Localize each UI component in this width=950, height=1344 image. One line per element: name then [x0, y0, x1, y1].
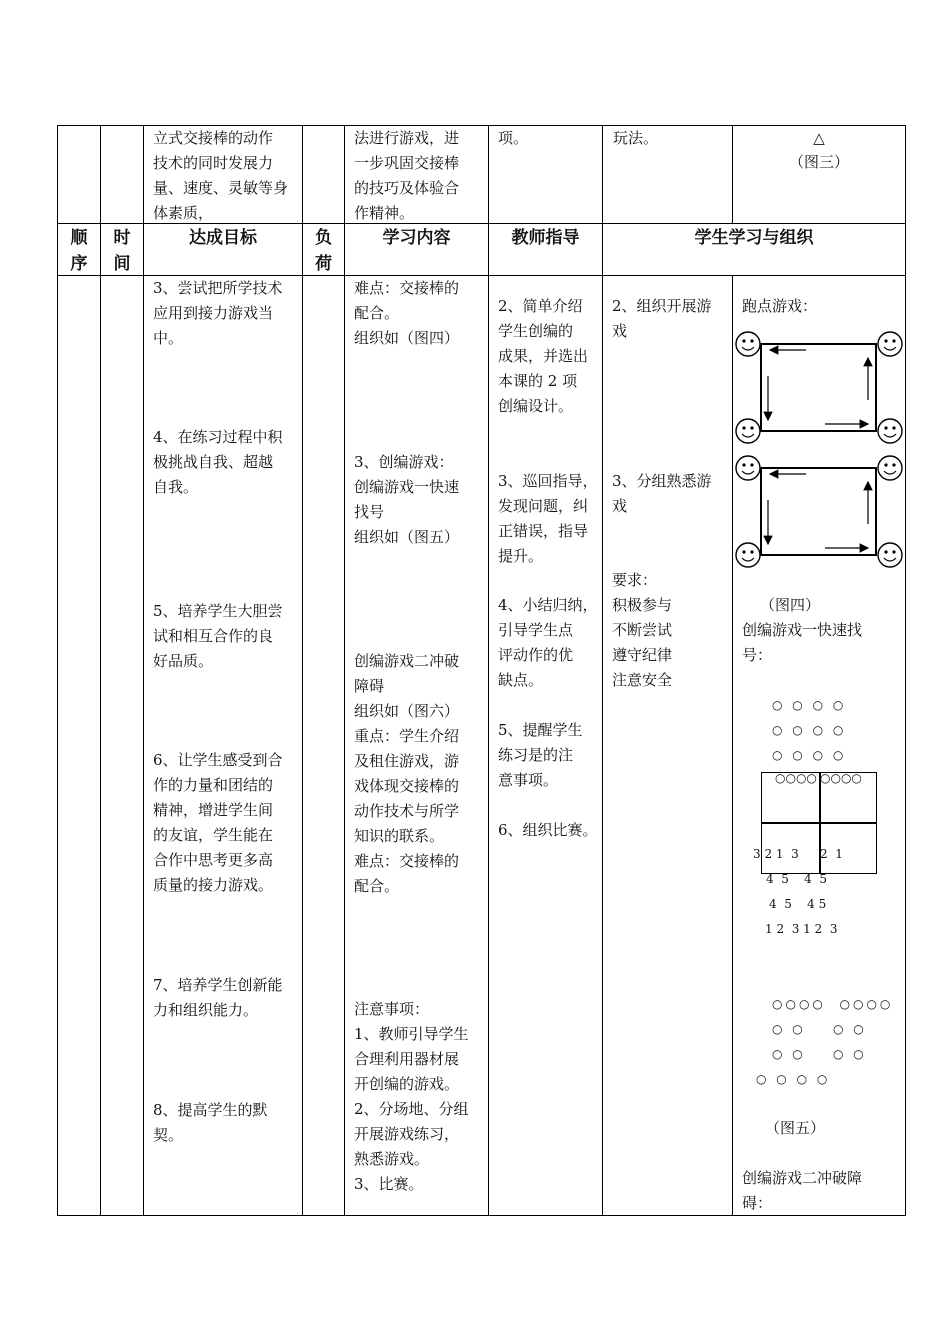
- teacher-item: 5、提醒学生 练习是的注 意事项。: [498, 721, 583, 789]
- col-border: [344, 125, 345, 1216]
- content-item: 创编游戏二冲破 障碍 组织如（图六） 重点：学生介绍 及租住游戏，游 戏体现交接棒的 动作技术与所学 知识的联系。 难点：交接棒的 配合。: [354, 652, 460, 895]
- header-time: 时 间: [113, 228, 131, 274]
- top-goal-text: 立式交接棒的动作 技术的同时发展力 量、速度、灵敏等身 体素质，: [153, 129, 289, 222]
- smiley-icon: [736, 456, 760, 480]
- teacher-item: 4、小结归纳， 引导学生点 评动作的优 缺点。: [498, 596, 598, 689]
- smiley-icon: [736, 332, 760, 356]
- teacher-item: 6、组织比赛。: [498, 821, 598, 839]
- nums-row: 4 5 4 5: [766, 872, 828, 886]
- header-teacher: 教师指导: [511, 228, 580, 248]
- nums-row: 1 2 3 1 2 3: [765, 922, 838, 936]
- grid-cell-a: ○○○○: [775, 771, 817, 785]
- header-goals: 达成目标: [189, 228, 257, 248]
- content-item: 3、创编游戏： 创编游戏一快速 找号 组织如（图五）: [354, 453, 460, 546]
- goal-item: 5、培养学生大胆尝 试和相互合作的良 好品质。: [153, 602, 283, 670]
- smiley-icon: [736, 419, 760, 443]
- col-border: [488, 125, 489, 1216]
- dots-row: ○ ○ ○ ○: [772, 1047, 867, 1061]
- triangle-symbol: △: [813, 129, 825, 147]
- fig-four-caption: （图四）: [760, 596, 821, 614]
- col-border: [100, 125, 101, 1216]
- run-game-label: 跑点游戏：: [742, 297, 818, 315]
- grid-horizontal-divider: [762, 822, 876, 824]
- fig-three-caption: （图三）: [788, 153, 849, 171]
- top-content-text: 法进行游戏，进 一步巩固交接棒 的技巧及体验合 作精神。: [354, 129, 460, 222]
- fig-five-caption: （图五）: [765, 1119, 826, 1137]
- col-border: [57, 125, 58, 1216]
- grid-nums-left: 3 2 1 3: [753, 847, 799, 861]
- dots-row: ○○○○ ○○○○: [772, 997, 894, 1011]
- goal-item: 8、提高学生的默 契。: [153, 1101, 268, 1144]
- smiley-icon: [878, 456, 902, 480]
- smiley-icon: [878, 332, 902, 356]
- col-border: [905, 125, 906, 1216]
- teacher-item: 2、简单介绍 学生创编的 成果，并选出 本课的 2 项 创编设计。: [498, 297, 589, 415]
- col-border: [143, 125, 144, 1216]
- col-border: [302, 125, 303, 1216]
- dots-row: ○ ○ ○ ○: [772, 723, 847, 737]
- student-item: 要求： 积极参与 不断尝试 遵守纪律 注意安全: [612, 571, 673, 689]
- smiley-icon: [878, 543, 902, 567]
- header-student: 学生学习与组织: [694, 228, 814, 248]
- game-two-label: 创编游戏二冲破障 碍：: [742, 1169, 863, 1212]
- col-border: [602, 125, 603, 1216]
- dots-row: ○ ○ ○ ○: [772, 698, 847, 712]
- content-item: 注意事项： 1、教师引导学生 合理利用器材展 开创编的游戏。 2、分场地、分组 开展游戏练习， 熟悉游戏。 3、比赛。: [354, 1000, 469, 1193]
- header-content: 学习内容: [382, 228, 451, 248]
- student-item: 3、分组熟悉游 戏: [612, 472, 712, 515]
- top-student-text: 玩法。: [613, 129, 659, 147]
- goal-item: 7、培养学生创新能 力和组织能力。: [153, 976, 283, 1019]
- teacher-item: 3、巡回指导， 发现问题，纠 正错误，指导 提升。: [498, 472, 598, 565]
- dots-row: ○ ○ ○ ○: [756, 1072, 831, 1086]
- dots-row: ○ ○ ○ ○: [772, 1022, 867, 1036]
- smiley-icon: [736, 543, 760, 567]
- goal-item: 4、在练习过程中积 极挑战自我、超越 自我。: [153, 428, 283, 496]
- smiley-icon: [878, 419, 902, 443]
- grid-nums-right: 2 1: [820, 847, 843, 861]
- header-order: 顺 序: [70, 228, 88, 274]
- dots-row: ○ ○ ○ ○: [772, 748, 847, 762]
- goal-item: 6、让学生感受到合 作的力量和团结的 精神，增进学生间 的友谊，学生能在 合作中思考更多高 质量的接力游戏。: [153, 751, 283, 894]
- grid-cell-b: ○○○○: [820, 771, 862, 785]
- content-item: 难点：交接棒的 配合。 组织如（图四）: [354, 279, 460, 347]
- game-one-label: 创编游戏一快速找 号：: [742, 621, 863, 664]
- fig-four-square-top: [761, 344, 876, 431]
- fig-four-diagram: [730, 328, 908, 572]
- top-teacher-text: 项。: [498, 129, 529, 147]
- nums-row: 4 5 4 5: [769, 897, 827, 911]
- fig-four-square-bottom: [761, 468, 876, 555]
- goal-item: 3、尝试把所学技术 应用到接力游戏当 中。: [153, 279, 283, 347]
- student-item: 2、组织开展游 戏: [612, 297, 712, 340]
- header-load: 负 荷: [315, 228, 332, 274]
